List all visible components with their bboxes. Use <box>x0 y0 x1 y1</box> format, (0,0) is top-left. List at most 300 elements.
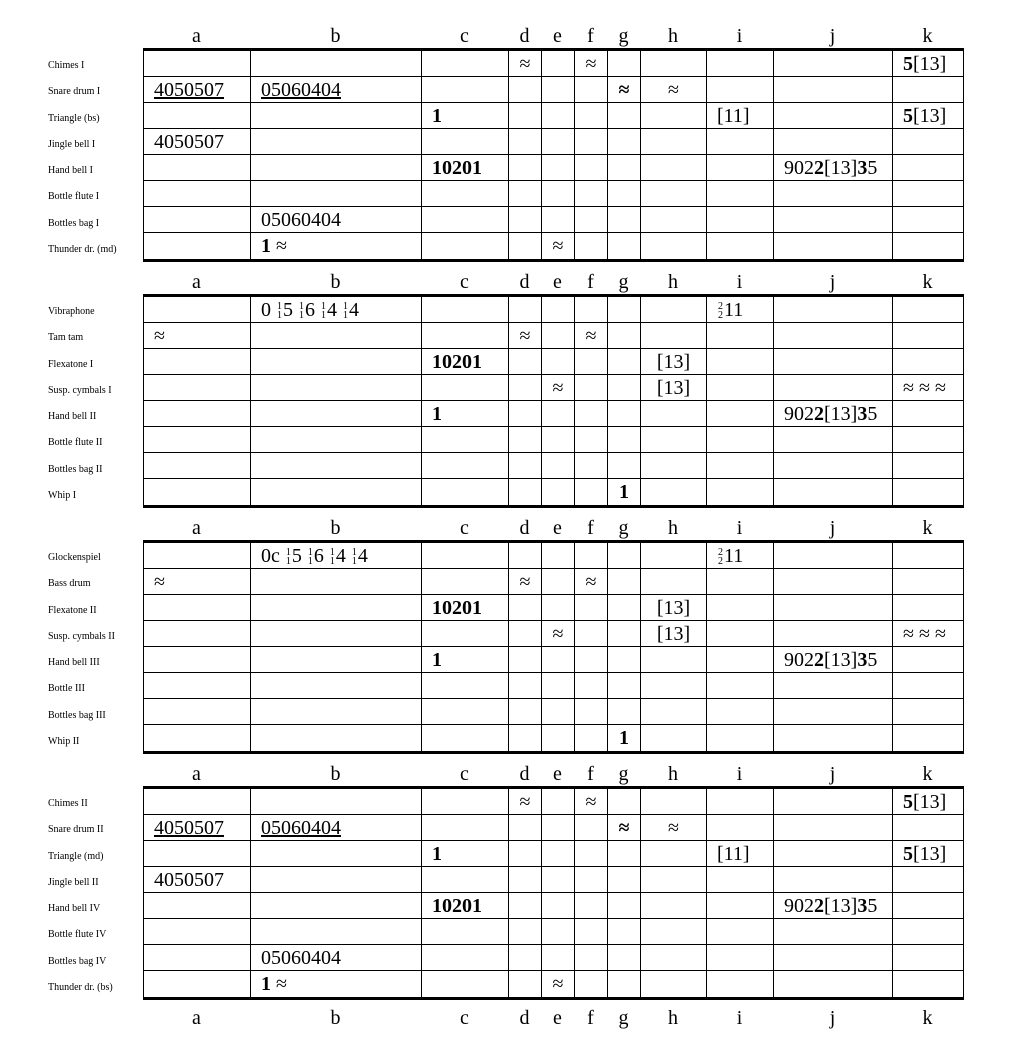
cell-d <box>509 945 542 971</box>
cell-h <box>641 453 707 479</box>
column-letter-k: k <box>922 1007 933 1029</box>
instrument-labels <box>48 53 143 263</box>
cell-c <box>422 543 509 569</box>
cell-k <box>893 919 964 945</box>
cell-k <box>893 893 964 919</box>
instrument-grid <box>143 48 964 262</box>
cell-j <box>774 51 893 77</box>
note-text: [13] <box>913 791 947 813</box>
instrument-label: Bottle flute I <box>48 191 100 203</box>
cell-c <box>422 401 509 427</box>
cell-k <box>893 479 964 505</box>
column-letter-e: e <box>553 25 562 47</box>
cell-k <box>893 181 964 207</box>
cell-g <box>608 297 641 323</box>
cell-a <box>144 233 251 259</box>
cell-i <box>707 155 774 181</box>
cell-a <box>144 297 251 323</box>
cell-f <box>575 841 608 867</box>
cell-h <box>641 815 707 841</box>
cell-e <box>542 945 575 971</box>
cell-i <box>707 349 774 375</box>
instrument-label: Snare drum I <box>48 86 101 98</box>
column-letter-d: d <box>519 517 530 539</box>
cell-b <box>251 919 422 945</box>
cell-j <box>774 893 893 919</box>
cell-a <box>144 181 251 207</box>
cell-b <box>251 867 422 893</box>
cell-e <box>542 207 575 233</box>
column-letter-b: b <box>330 1007 341 1029</box>
cell-d <box>509 323 542 349</box>
cell-e <box>542 233 575 259</box>
note-text: 11 <box>724 299 744 321</box>
note-text: ≈ <box>585 791 597 813</box>
cell-e <box>542 725 575 751</box>
cell-e <box>542 893 575 919</box>
cell-e <box>542 323 575 349</box>
instrument-label: Triangle (bs) <box>48 112 100 124</box>
note-text: ≈ <box>668 79 679 101</box>
column-letter-j: j <box>829 763 836 785</box>
cell-i <box>707 841 774 867</box>
cell-c <box>422 233 509 259</box>
cell-b <box>251 841 422 867</box>
cell-i <box>707 51 774 77</box>
note-text: 10201 <box>432 895 482 917</box>
note-text: 10201 <box>432 597 482 619</box>
cell-f <box>575 543 608 569</box>
cell-f <box>575 569 608 595</box>
cell-k <box>893 129 964 155</box>
note-text: 3 <box>857 895 868 917</box>
column-letter-j: j <box>829 25 836 47</box>
cell-i <box>707 323 774 349</box>
cell-g <box>608 401 641 427</box>
cell-b <box>251 323 422 349</box>
note-text: ≈ <box>668 817 679 839</box>
cell-d <box>509 725 542 751</box>
cell-d <box>509 453 542 479</box>
cell-j <box>774 699 893 725</box>
note-text: ≈ <box>519 53 531 75</box>
instrument-label: Susp. cymbals I <box>48 384 112 396</box>
cell-c <box>422 323 509 349</box>
column-letter-h: h <box>668 25 678 47</box>
instrument-label: Bottle flute IV <box>48 929 107 941</box>
note-text: 10201 <box>432 351 482 373</box>
column-letter-h: h <box>668 763 678 785</box>
instrument-label: Bottle III <box>48 683 85 695</box>
cell-e <box>542 867 575 893</box>
cell-d <box>509 103 542 129</box>
note-text: ≈ <box>154 571 165 593</box>
cell-h <box>641 543 707 569</box>
cell-g <box>608 595 641 621</box>
instrument-label: Bass drum <box>48 578 91 590</box>
cell-i <box>707 181 774 207</box>
cell-e <box>542 595 575 621</box>
cell-g <box>608 427 641 453</box>
cell-a <box>144 815 251 841</box>
cell-h <box>641 919 707 945</box>
cell-e <box>542 647 575 673</box>
note-text: [13] <box>913 843 947 865</box>
note-text: [13] <box>913 53 947 75</box>
cell-a <box>144 479 251 505</box>
cell-e <box>542 375 575 401</box>
cell-g <box>608 725 641 751</box>
cell-d <box>509 893 542 919</box>
instrument-label: Snare drum II <box>48 824 104 836</box>
cell-c <box>422 621 509 647</box>
cell-h <box>641 51 707 77</box>
instrument-labels <box>48 545 143 755</box>
cell-c <box>422 453 509 479</box>
cell-e <box>542 103 575 129</box>
cell-g <box>608 621 641 647</box>
cell-g <box>608 375 641 401</box>
cell-c <box>422 699 509 725</box>
cell-b <box>251 815 422 841</box>
cell-c <box>422 569 509 595</box>
cell-f <box>575 375 608 401</box>
note-text: 5 <box>903 843 913 865</box>
column-letter-e: e <box>553 271 562 293</box>
cell-c <box>422 129 509 155</box>
note-text: 1 <box>432 649 442 671</box>
cell-i <box>707 77 774 103</box>
cell-d <box>509 51 542 77</box>
cell-b <box>251 699 422 725</box>
column-letter-g: g <box>618 1007 629 1029</box>
cell-h <box>641 621 707 647</box>
instrument-label: Tam tam <box>48 332 84 344</box>
cell-j <box>774 103 893 129</box>
note-text: 1 <box>432 403 442 425</box>
note-text: ≈ <box>154 325 165 347</box>
cell-d <box>509 77 542 103</box>
cell-i <box>707 945 774 971</box>
instrument-label: Bottle flute II <box>48 437 103 449</box>
column-letter-a: a <box>192 763 201 785</box>
cell-b <box>251 569 422 595</box>
cell-j <box>774 349 893 375</box>
cell-d <box>509 349 542 375</box>
cell-h <box>641 595 707 621</box>
cell-c <box>422 815 509 841</box>
note-text: 5 <box>867 157 878 179</box>
instrument-label: Glockenspiel <box>48 552 101 563</box>
column-letter-c: c <box>460 25 469 47</box>
column-letter-k: k <box>922 763 933 785</box>
column-letter-e: e <box>553 763 562 785</box>
note-text: 11 <box>724 545 744 567</box>
cell-k <box>893 699 964 725</box>
cell-j <box>774 479 893 505</box>
column-letter-i: i <box>736 271 743 293</box>
column-letter-f: f <box>587 25 594 47</box>
cell-i <box>707 427 774 453</box>
cell-d <box>509 919 542 945</box>
instrument-label: Triangle (md) <box>48 850 104 862</box>
instrument-label: Hand bell III <box>48 657 100 668</box>
note-text: 902 <box>784 649 814 671</box>
fraction: 2 2 <box>718 301 723 322</box>
column-letter-c: c <box>460 271 469 293</box>
cell-g <box>608 699 641 725</box>
note-text: 2 <box>814 403 824 425</box>
cell-k <box>893 349 964 375</box>
column-letter-e: e <box>553 517 562 539</box>
note-text: 3 <box>857 157 868 179</box>
cell-d <box>509 647 542 673</box>
cell-e <box>542 841 575 867</box>
cell-j <box>774 815 893 841</box>
fraction: 1 1 <box>343 301 348 322</box>
note-text: ≈ <box>552 973 564 995</box>
note-text: 1 <box>432 105 442 127</box>
cell-h <box>641 867 707 893</box>
column-letter-b: b <box>330 25 341 47</box>
cell-e <box>542 971 575 997</box>
cell-f <box>575 867 608 893</box>
cell-g <box>608 647 641 673</box>
cell-b <box>251 725 422 751</box>
cell-g <box>608 77 641 103</box>
note-text: 05060404 <box>261 817 341 839</box>
cell-h <box>641 77 707 103</box>
instrument-label: Whip II <box>48 735 80 747</box>
cell-b <box>251 543 422 569</box>
cell-i <box>707 621 774 647</box>
note-text: 5 <box>291 545 302 567</box>
cell-j <box>774 919 893 945</box>
note-text: 4050507 <box>154 131 224 153</box>
cell-f <box>575 103 608 129</box>
cell-a <box>144 725 251 751</box>
cell-f <box>575 971 608 997</box>
cell-k <box>893 569 964 595</box>
note-text: [13] <box>656 377 691 399</box>
note-text: 1 <box>619 727 629 749</box>
column-letter-g: g <box>618 763 629 785</box>
column-letter-f: f <box>587 517 594 539</box>
cell-k <box>893 841 964 867</box>
cell-h <box>641 971 707 997</box>
note-text: [11] <box>717 843 750 865</box>
cell-c <box>422 155 509 181</box>
cell-k <box>893 971 964 997</box>
column-letter-a: a <box>192 1007 201 1029</box>
cell-b <box>251 453 422 479</box>
cell-b <box>251 789 422 815</box>
cell-c <box>422 867 509 893</box>
cell-d <box>509 129 542 155</box>
cell-b <box>251 297 422 323</box>
note-text: 1 <box>432 843 442 865</box>
instrument-label: Hand bell I <box>48 165 93 176</box>
cell-d <box>509 595 542 621</box>
cell-g <box>608 207 641 233</box>
cell-b <box>251 349 422 375</box>
cell-f <box>575 297 608 323</box>
cell-g <box>608 971 641 997</box>
cell-i <box>707 453 774 479</box>
fraction: 1 1 <box>307 547 313 568</box>
note-text: 1 <box>261 235 271 257</box>
instrument-label: Thunder dr. (bs) <box>48 981 113 993</box>
cell-f <box>575 323 608 349</box>
cell-f <box>575 349 608 375</box>
instrument-label: Whip I <box>48 489 77 501</box>
note-text: ≈ <box>519 571 531 593</box>
column-letter-j: j <box>829 517 836 539</box>
cell-i <box>707 375 774 401</box>
cell-b <box>251 479 422 505</box>
cell-k <box>893 725 964 751</box>
cell-j <box>774 297 893 323</box>
cell-i <box>707 673 774 699</box>
note-text: ≈ ≈ ≈ <box>903 377 946 399</box>
cell-e <box>542 51 575 77</box>
cell-f <box>575 647 608 673</box>
cell-j <box>774 673 893 699</box>
cell-f <box>575 453 608 479</box>
cell-a <box>144 595 251 621</box>
cell-h <box>641 647 707 673</box>
note-text: 0c <box>261 545 280 567</box>
note-text: [13] <box>824 649 858 671</box>
column-letter-c: c <box>460 763 469 785</box>
note-text: 2 <box>814 895 824 917</box>
cell-g <box>608 569 641 595</box>
cell-e <box>542 401 575 427</box>
instrument-label: Chimes II <box>48 798 88 809</box>
cell-e <box>542 155 575 181</box>
cell-f <box>575 673 608 699</box>
column-letter-c: c <box>460 1007 469 1029</box>
cell-k <box>893 789 964 815</box>
column-letter-c: c <box>460 517 469 539</box>
instrument-label: Flexatone II <box>48 604 97 616</box>
cell-j <box>774 375 893 401</box>
note-text: 6 <box>313 545 324 567</box>
cell-d <box>509 181 542 207</box>
cell-a <box>144 453 251 479</box>
cell-a <box>144 945 251 971</box>
cell-j <box>774 945 893 971</box>
note-text: 5 <box>903 53 913 75</box>
cell-h <box>641 375 707 401</box>
cell-f <box>575 919 608 945</box>
cell-k <box>893 323 964 349</box>
note-text: 5 <box>283 299 293 321</box>
cell-i <box>707 233 774 259</box>
cell-j <box>774 181 893 207</box>
cell-g <box>608 129 641 155</box>
cell-h <box>641 841 707 867</box>
cell-g <box>608 233 641 259</box>
column-letter-d: d <box>519 271 530 293</box>
cell-b <box>251 103 422 129</box>
note-text: 6 <box>305 299 315 321</box>
cell-c <box>422 181 509 207</box>
cell-d <box>509 621 542 647</box>
instrument-label: Jingle bell I <box>48 138 96 150</box>
cell-c <box>422 673 509 699</box>
column-letter-a: a <box>192 517 201 539</box>
cell-h <box>641 725 707 751</box>
cell-b <box>251 155 422 181</box>
cell-k <box>893 427 964 453</box>
instrument-label: Bottles bag II <box>48 463 103 475</box>
instrument-label: Bottles bag III <box>48 709 106 721</box>
cell-k <box>893 595 964 621</box>
column-letter-i: i <box>736 763 743 785</box>
cell-i <box>707 919 774 945</box>
column-letter-i: i <box>736 1007 743 1029</box>
note-text: 0 <box>261 299 271 321</box>
cell-c <box>422 945 509 971</box>
cell-e <box>542 699 575 725</box>
cell-b <box>251 647 422 673</box>
cell-g <box>608 815 641 841</box>
cell-a <box>144 647 251 673</box>
cell-i <box>707 543 774 569</box>
cell-i <box>707 893 774 919</box>
note-text: 3 <box>857 403 868 425</box>
cell-f <box>575 621 608 647</box>
cell-e <box>542 673 575 699</box>
cell-e <box>542 543 575 569</box>
cell-i <box>707 647 774 673</box>
note-text: 902 <box>784 895 814 917</box>
cell-i <box>707 401 774 427</box>
column-letter-d: d <box>519 25 530 47</box>
note-text: [13] <box>656 351 691 373</box>
note-text: 5 <box>867 895 878 917</box>
cell-d <box>509 841 542 867</box>
note-text: 4050507 <box>154 79 224 101</box>
note-text: [11] <box>717 105 750 127</box>
cell-j <box>774 569 893 595</box>
cell-b <box>251 181 422 207</box>
fraction: 1 1 <box>321 301 326 322</box>
cell-j <box>774 77 893 103</box>
cell-k <box>893 647 964 673</box>
cell-g <box>608 867 641 893</box>
cell-e <box>542 479 575 505</box>
cell-b <box>251 207 422 233</box>
cell-f <box>575 77 608 103</box>
cell-e <box>542 181 575 207</box>
cell-k <box>893 815 964 841</box>
cell-d <box>509 207 542 233</box>
fraction: 1 1 <box>329 547 335 568</box>
note-text: [13] <box>824 403 858 425</box>
cell-f <box>575 789 608 815</box>
cell-g <box>608 919 641 945</box>
column-letter-f: f <box>587 271 594 293</box>
instrument-grid <box>143 540 964 754</box>
cell-a <box>144 375 251 401</box>
cell-a <box>144 401 251 427</box>
note-text: 4050507 <box>154 817 224 839</box>
fraction: 1 1 <box>351 547 357 568</box>
cell-g <box>608 349 641 375</box>
cell-j <box>774 453 893 479</box>
